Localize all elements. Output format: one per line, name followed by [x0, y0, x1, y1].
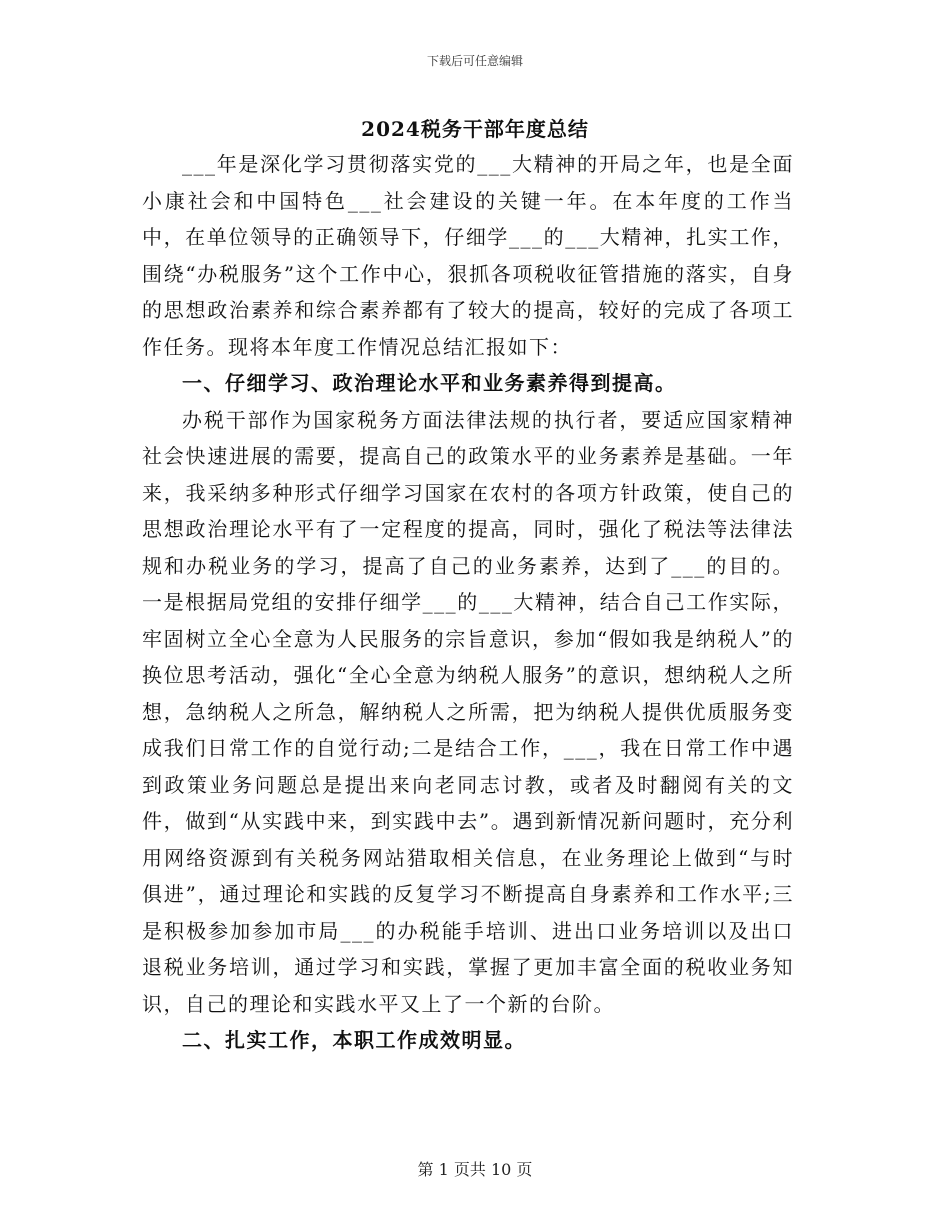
section-heading-2: 二、扎实工作，本职工作成效明显。 — [182, 1028, 526, 1052]
document-title: 2024税务干部年度总结 — [361, 117, 589, 141]
page-number-footer: 第 1 页共 10 页 — [417, 1160, 533, 1179]
document-body — [142, 146, 794, 1059]
intro-paragraph: ___年是深化学习贯彻落实党的___大精神的开局之年，也是全面小康社会和中国特色___社会建设的关键一年。在本年度的工作当中，在单位领导的正确领导下，仔细学___的___大精神，扎实工作，围绕“办税服务”这个工作中心，狠抓各项税收征管措施的落实，自身的思想政治素养和综合素养都有了较大的提高，较好的完成了各项工作任务。现将本年度工作情况总结汇报如下： — [142, 152, 794, 359]
header-note: 下载后可任意编辑 — [426, 54, 523, 68]
section-1-paragraph: 办税干部作为国家税务方面法律法规的执行者，要适应国家精神社会快速进展的需要，提高自己的政策水平的业务素养是基础。一年来，我采纳多种形式仔细学习国家在农村的各项方针政策，使自己的思想政治理论水平有了一定程度的提高，同时，强化了税法等法律法规和办税业务的学习，提高了自己的业务素养，达到了___的目的。一是根据局党组的安排仔细学___的___大精神，结合自己工作实际，牢固树立全心全意为人民服务的宗旨意识，参加“假如我是纳税人”的换位思考活动，强化“全心全意为纳税人服务”的意识，想纳税人之所想，急纳税人之所急，解纳税人之所需，把为纳税人提供优质服务变成我们日常工作的自觉行动;二是结合工作，___，我在日常工作中遇到政策业务问题总是提出来向老同志讨教，或者及时翻阅有关的文件，做到“从实践中来，到实践中去”。遇到新情况新问题时，充分利用网络资源到有关税务网站猎取相关信息，在业务理论上做到“与时俱进”，通过理论和实践的反复学习不断提高自身素养和工作水平;三是积极参加参加市局___的办税能手培训、进出口业务培训以及出口退税业务培训，通过学习和实践，掌握了更加丰富全面的税收业务知识，自己的理论和实践水平又上了一个新的台阶。 — [142, 407, 794, 1016]
section-heading-1: 一、仔细学习、政治理论水平和业务素养得到提高。 — [182, 371, 677, 395]
